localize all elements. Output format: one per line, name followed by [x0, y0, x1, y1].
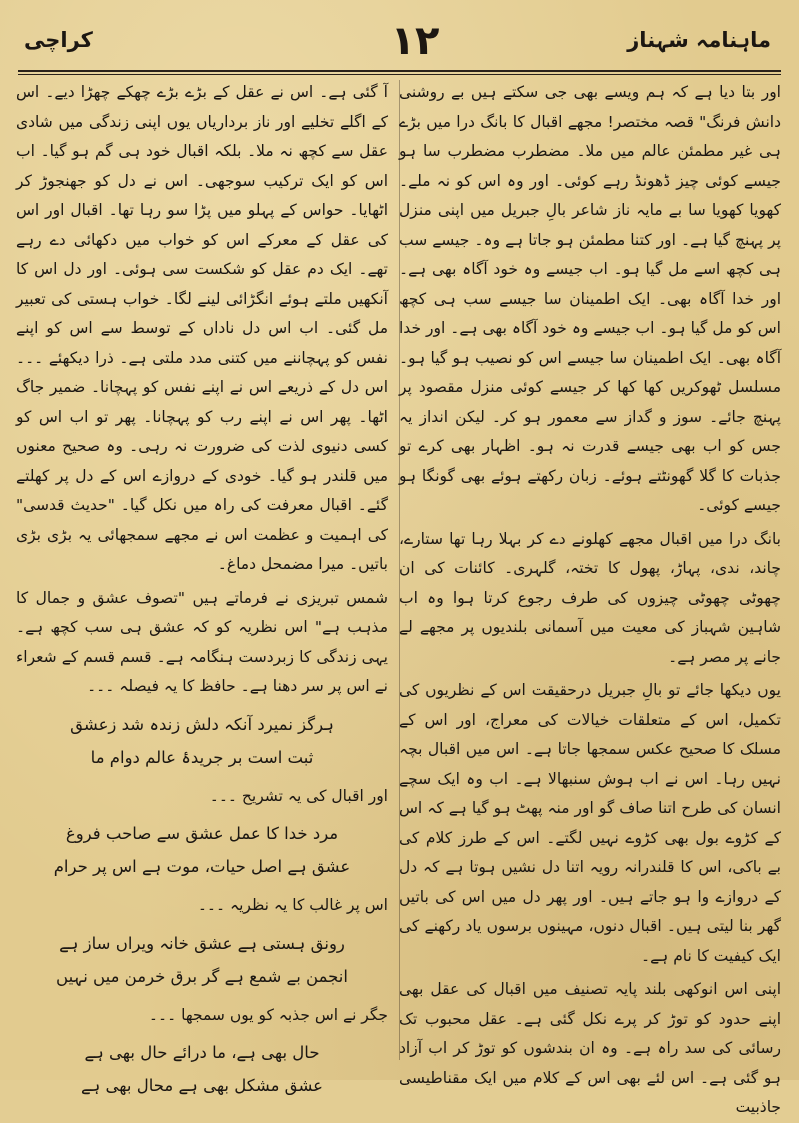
left-column: [16, 78, 388, 1095]
poem-intro: جگر نے اس جذبہ کو یوں سمجھا ۔۔۔: [148, 1005, 388, 1024]
right-paragraph-2: بانگ درا میں اقبال مجھے کھلونے دے کر بہلا رہا تھا ستارے، چاند، ندی، پہاڑ، پھول کا تختہ، گلہری۔ کائنات کی ان چھوٹی چھوٹی چیزوں کی طرف رجوع کرتا ہوا وہ اب شاہین شہباز کی معیت میں آسمانی بلندیوں پر مجھے لے جانے پر مصر ہے۔: [399, 529, 781, 666]
city-name: کراچی: [24, 28, 93, 52]
poem-iqbal: [16, 817, 388, 883]
right-paragraph-3: یوں دیکھا جائے تو بالِ جبریل درحقیقت اس کے نظریوں کی تکمیل، اس کے متعلقات خیالات کی معراج، اور اس کے مسلک کا صحیح عکس سمجھا جاتا ہے۔ اس میں اقبال بچہ نہیں رہا۔ اس نے اب ہوش سنبھالا ہے۔ اب وہ ایک سچے انسان کی طرح اتنا صاف گو اور منہ پھٹ ہو گیا ہے کہ اس کے کڑوے بول بھی کڑوے نہیں لگتے۔ اس کے طرز کلام کی بے باکی، اس کا قلندرانہ رویہ اتنا دل نشیں ہوتا ہے کہ دل کے دروازے وا ہو جاتے ہیں۔ اور پھر دل میں اس کی باتیں گھر بنا لیتی ہیں۔ اقبال دنوں، مہینوں برسوں یاد رکھنے کی ایک کیفیت کا نام ہے۔: [399, 681, 781, 965]
page-number: ۱۲: [390, 18, 440, 64]
poem-line: حال بھی ہے، ما درائے حال بھی ہے: [84, 1043, 320, 1062]
left-paragraph-1: آ گئی ہے۔ اس نے عقل کے بڑے بڑے چھکے چھڑا دیے۔ اس کے اگلے تخلیے اور ناز برداریاں یوں اپنی زندگی میں شادی عقل سے کچھ نہ ملا۔ بلکہ اقبال خود ہی گم ہو گیا۔ اب اس کو ایک ترکیب سوجھی۔ اس نے دل کو جھنجوڑ کر اٹھایا۔ حواس کے پہلو میں پڑا سو رہا تھا۔ اقبال اور اس کی عقل کے معرکے اس کو خواب میں دکھائی دے رہے تھے۔ ایک دم عقل کو شکست سی ہوئی۔ اور دل اس کا آنکھیں ملتے ہوئے انگڑائی لینے لگا۔ خواب ہستی کی تعبیر مل گئی۔ اب اس دل ناداں کے توسط سے اس کو اپنے نفس کو پہچاننے میں کتنی مدد ملتی ہے۔ ذرا دیکھئے ۔۔۔ اس دل کے ذریعے اس نے اپنے نفس کو پہچانا۔ ضمیر جاگ اٹھا۔ پھر اس نے اپنے رب کو پہچانا۔ پھر تو اب اس کو کسی دنیوی لذت کی ضرورت نہ رہی۔ وہ صحیح معنوں میں قلندر ہو گیا۔ خودی کے دروازے اس کے دل پر کھلتے گئے۔ اقبال معرفت کی راہ میں نکل گیا۔ "حدیث قدسی" کی اہمیت و عظمت اس نے مجھے سمجھائی یہ بڑی بڑی باتیں۔ میرا مضمحل دماغ۔: [16, 83, 388, 573]
poem-line: ہرگز نمیرد آنکہ دلش زندہ شد زعشق: [70, 714, 334, 734]
poem-intro: اور اقبال کی یہ تشریح ۔۔۔: [209, 786, 388, 805]
poem-line: مرد خدا کا عمل عشق سے صاحب فروغ: [65, 824, 339, 843]
poem-line: رونق ہستی ہے عشق خانہ ویراں ساز ہے: [59, 933, 345, 953]
poem-line: انجمن بے شمع ہے گر برق خرمن میں نہیں: [56, 966, 348, 986]
right-column: [399, 78, 781, 1116]
poem-jigar: [16, 1036, 388, 1102]
magazine-title: ماہنامہ شہناز: [627, 28, 771, 52]
poem-hafiz: [16, 708, 388, 774]
poem-line: عشق ہے اصل حیات، موت ہے اس پر حرام: [53, 857, 351, 876]
header-rule: [18, 70, 781, 72]
poem-ghalib: [16, 927, 388, 993]
left-paragraph-2: شمس تبریزی نے فرماتے ہیں "تصوف عشق و جمال کا مذہب ہے" اس نظریہ کو کہ عشق ہی سب کچھ ہے۔ یہی زندگی کا زبردست ہنگامہ ہے۔ قسم قسم کے شعراء نے اس پر سر دھنا ہے۔ حافظ کا یہ فیصلہ ۔۔۔: [16, 588, 388, 695]
poem-intro: اس پر غالب کا یہ نظریہ ۔۔۔: [197, 896, 388, 914]
page-header: [20, 18, 779, 66]
poem-line: ثبت است بر جریدۂ عالم دوام ما: [90, 747, 314, 767]
right-paragraph-4: اپنی اس انوکھی بلند پایہ تصنیف میں اقبال کی عقل بھی اپنے حدود کو توڑ کر پرے نکل گئی ہے۔ عقل محبوب تک رسائی کی سد راہ ہے۔ وہ ان بندشوں کو توڑ کر اب آزاد ہو گئی ہے۔ اس لئے بھی اس کے کلام میں ایک مقناطیسی جاذبیت: [399, 980, 781, 1116]
header-rule-thin: [18, 74, 781, 75]
poem-line: عشق مشکل بھی ہے محال بھی ہے: [80, 1076, 324, 1095]
right-paragraph-1: اور بتا دیا ہے کہ ہم ویسے بھی جی سکتے ہیں بے روشنی دانش فرنگ" قصہ مختصر! مجھے اقبال کا بانگ درا میں بڑے ہی غیر مطمئن عالم میں ملا۔ مضطرب مضطرب سا ہو جیسے کوئی چیز ڈھونڈ رہے کوئی۔ اور وہ اس کو نہ ملے۔ کھویا کھویا سا بے مایہ ناز شاعر بالِ جبریل میں اپنی منزل پر پہنچ گیا ہے۔ اور کتنا مطمئن ہو جاتا ہے وہ۔ جیسے سب ہی کچھ اسے مل گیا ہو۔ اب جیسے وہ خود آگاہ بھی ہے۔ اور خدا آگاہ بھی۔ ایک اطمینان سا جیسے سب ہی کچھ اس کو مل گیا ہو۔ اب جیسے وہ خود آگاہ بھی ہے۔ اور خدا آگاہ بھی۔ ایک اطمینان سا جیسے اس کو نصیب ہو گیا ہو۔ مسلسل ٹھوکریں کھا کھا کر جیسے کوئی منزل مقصود پر پہنچ جائے۔ سوز و گداز سے معمور ہو کر۔ لیکن انداز یہ جس کو اب بھی جیسے قدرت نہ ہو۔ اظہار بھی کرے تو جذبات کا گلا گھونٹتے ہوئے۔ زبان رکھتے ہوئے بھی گونگا ہو جیسے کوئی۔: [399, 83, 781, 514]
